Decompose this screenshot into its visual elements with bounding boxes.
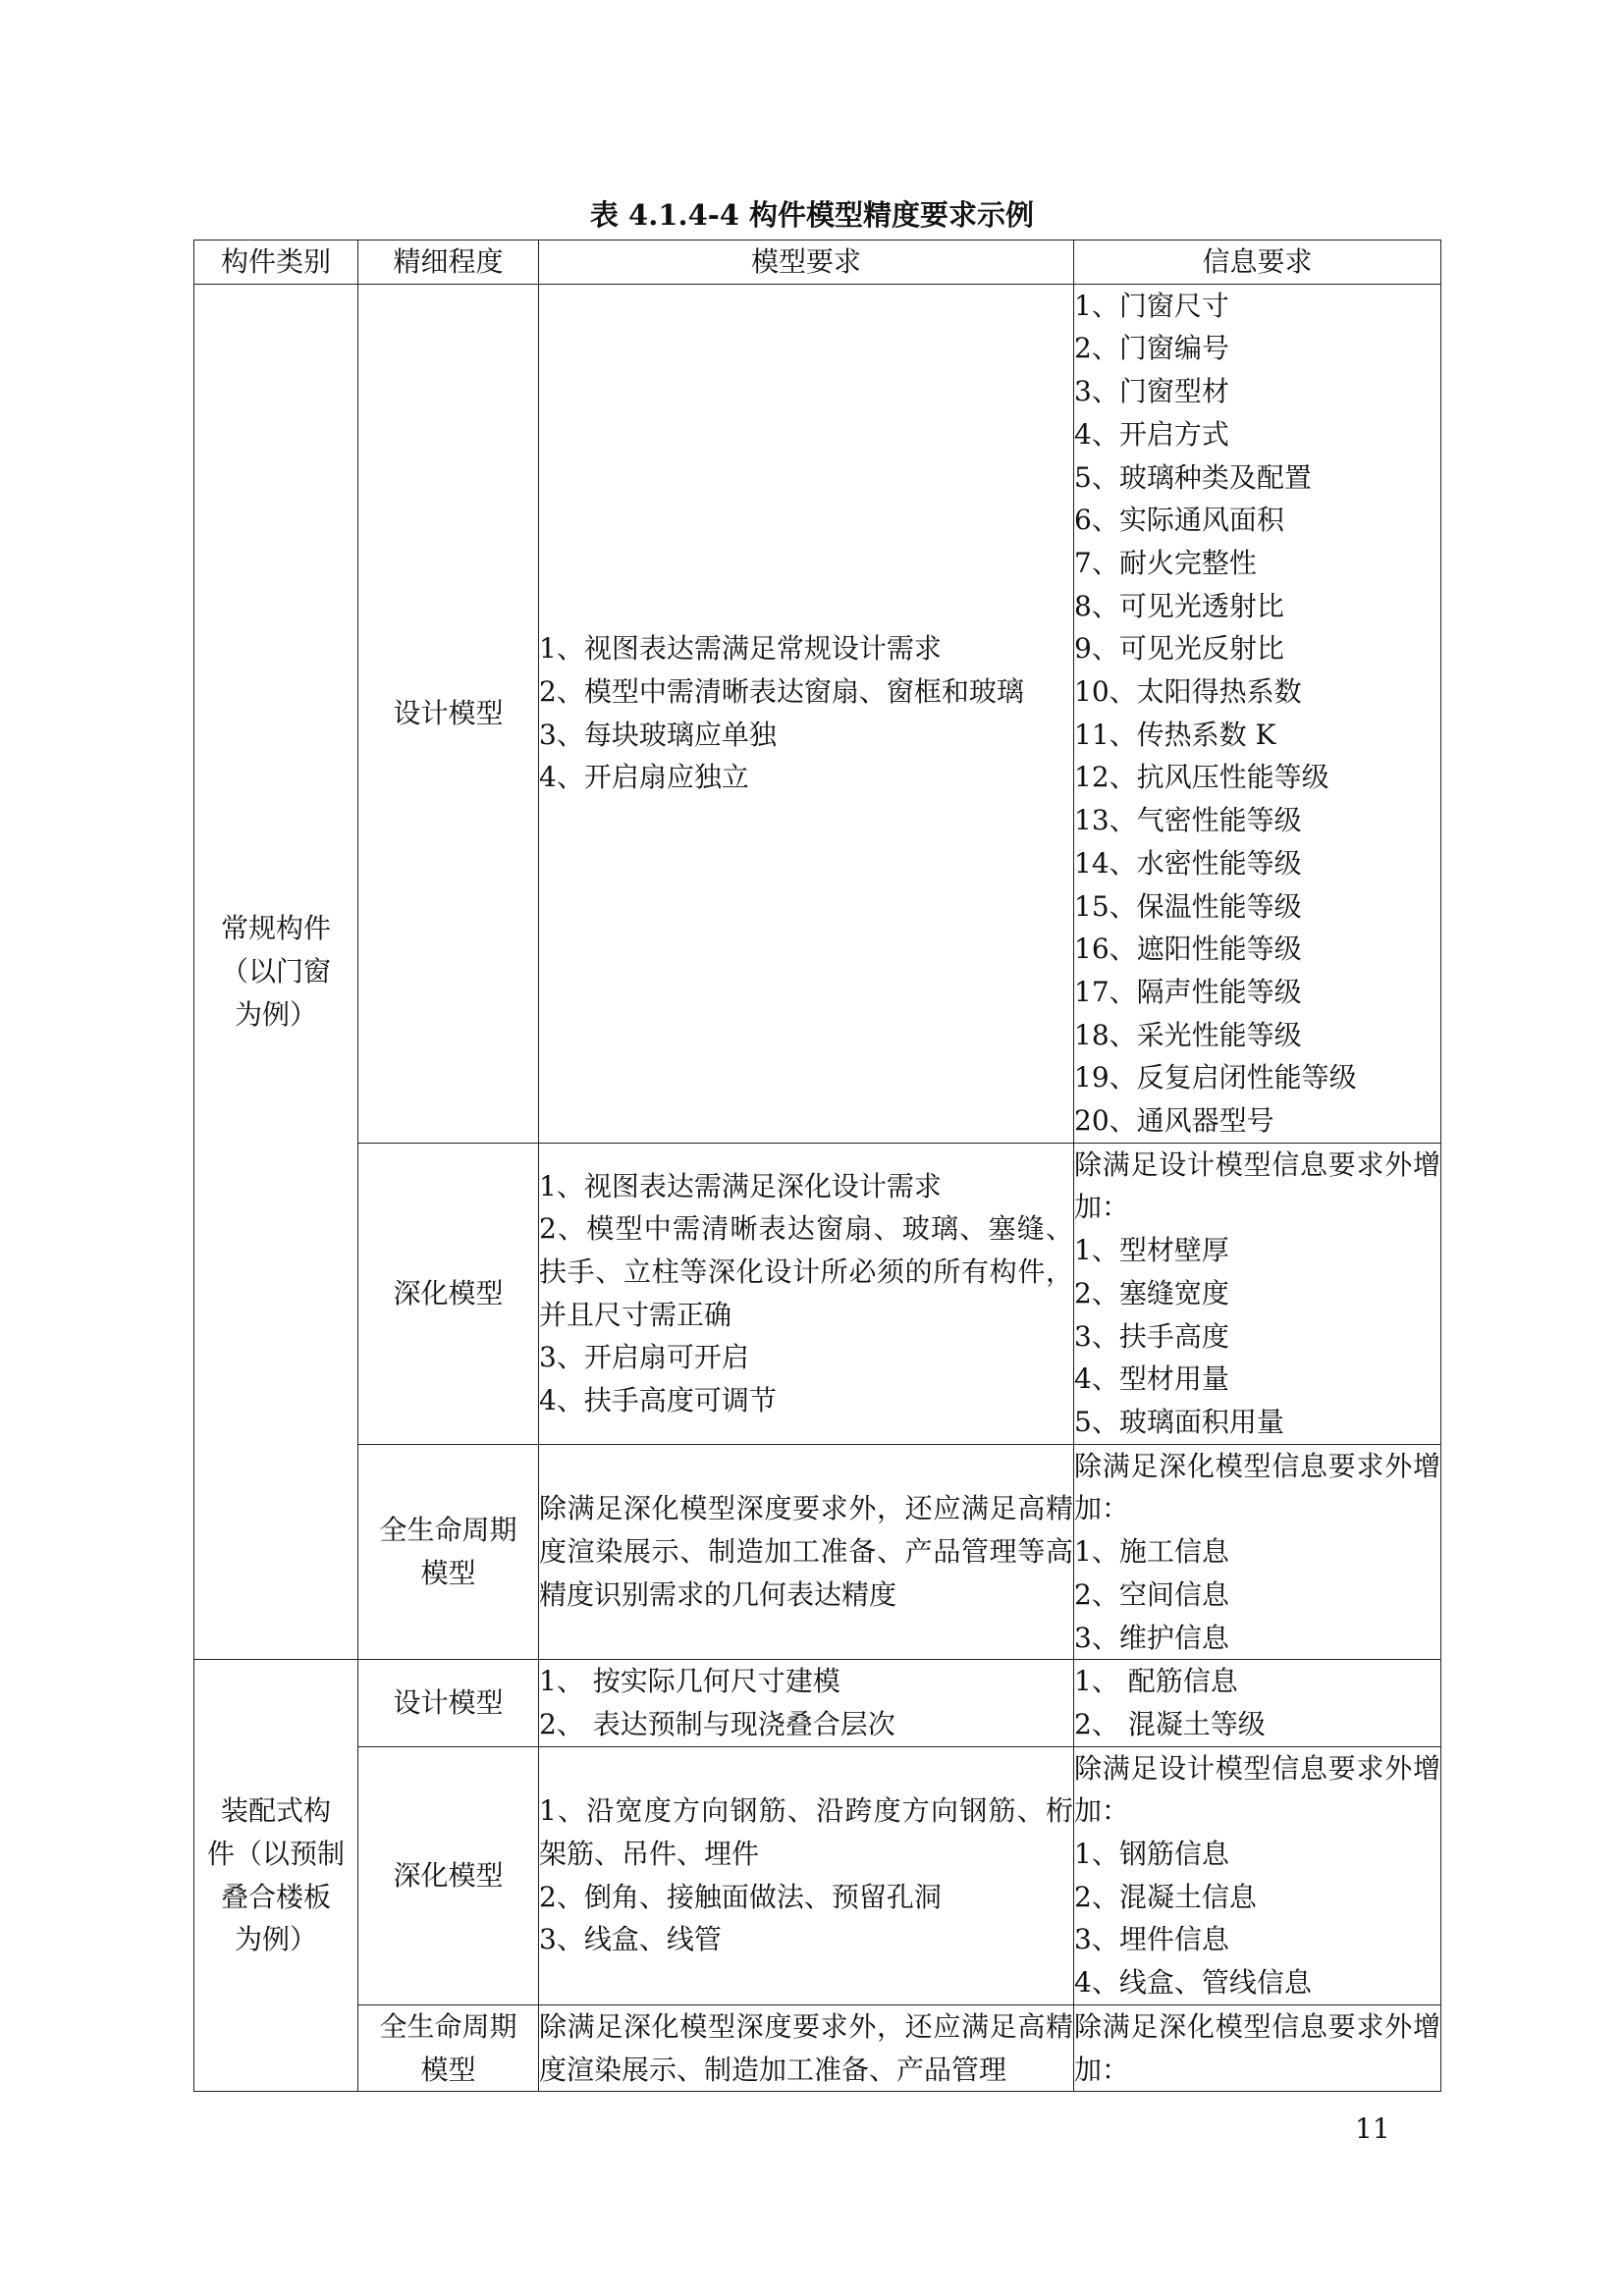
info-requirements-cell (1074, 2004, 1441, 2091)
table-row (194, 1143, 1441, 1444)
model-line: 1、视图表达需满足常规设计需求 (539, 632, 942, 666)
info-line: 4、型材用量 (1074, 1362, 1229, 1396)
info-line: 1、门窗尺寸 (1074, 289, 1229, 322)
model-line: 2、倒角、接触面做法、预留孔洞 (539, 1880, 942, 1913)
info-line: 17、隔声性能等级 (1074, 975, 1302, 1008)
info-line: 2、空间信息 (1074, 1577, 1229, 1611)
info-line: 5、玻璃种类及配置 (1074, 460, 1312, 494)
info-line: 16、遮阳性能等级 (1074, 933, 1302, 966)
level-text: 模型 (420, 1556, 476, 1589)
category-cell (194, 284, 358, 1660)
info-line: 7、耐火完整性 (1074, 546, 1257, 579)
model-line: 3、线盒、线管 (539, 1923, 722, 1956)
info-line: 10、太阳得热系数 (1074, 675, 1302, 709)
table-row (194, 1746, 1441, 2004)
info-line: 2、门窗编号 (1074, 332, 1229, 365)
level-cell (358, 1746, 539, 2004)
model-line: 3、每块玻璃应单独 (539, 718, 777, 751)
info-line: 20、通风器型号 (1074, 1104, 1274, 1138)
info-line: 18、采光性能等级 (1074, 1018, 1302, 1051)
model-line: 1、 按实际几何尺寸建模 (539, 1665, 840, 1698)
level-text: 深化模型 (393, 1276, 504, 1309)
info-requirements-cell (1074, 1444, 1441, 1660)
table-header-row (194, 240, 1441, 285)
model-line: 2、模型中需清晰表达窗扇、窗框和玻璃 (539, 675, 1024, 709)
model-line: 4、扶手高度可调节 (539, 1384, 777, 1417)
level-text: 模型 (420, 2053, 476, 2086)
model-line: 4、开启扇应独立 (539, 761, 749, 794)
category-text: 常规构件 (220, 912, 331, 945)
table-row (194, 1660, 1441, 1746)
info-requirements-cell (1074, 1143, 1441, 1444)
header-level: 精细程度 (358, 240, 539, 285)
model-line: 1、视图表达需满足深化设计需求 (539, 1169, 942, 1202)
info-line: 2、 混凝土等级 (1074, 1707, 1266, 1740)
info-line: 9、可见光反射比 (1074, 632, 1284, 666)
info-line: 除满足设计模型信息要求外增加： (1074, 1148, 1440, 1224)
model-requirements-cell (539, 1444, 1074, 1660)
info-line: 15、保温性能等级 (1074, 889, 1302, 923)
info-line: 1、型材壁厚 (1074, 1234, 1229, 1267)
info-line: 除满足深化模型信息要求外增加： (1074, 2009, 1440, 2086)
header-model-requirements: 模型要求 (539, 240, 1074, 285)
info-line: 2、塞缝宽度 (1074, 1276, 1229, 1309)
info-line: 4、开启方式 (1074, 417, 1229, 451)
category-text: 件（以预制 (206, 1838, 345, 1871)
info-line: 3、维护信息 (1074, 1621, 1229, 1654)
level-cell (358, 284, 539, 1143)
info-line: 除满足设计模型信息要求外增加： (1074, 1751, 1440, 1828)
info-requirements-cell (1074, 284, 1441, 1143)
level-text: 深化模型 (393, 1858, 504, 1892)
model-requirements-cell (539, 2004, 1074, 2091)
level-text: 全生命周期 (379, 1514, 517, 1547)
category-cell (194, 1660, 358, 2092)
category-text: 为例） (234, 1923, 317, 1956)
model-line: 3、开启扇可开启 (539, 1341, 749, 1374)
model-line: 1、沿宽度方向钢筋、沿跨度方向钢筋、桁架筋、吊件、埋件 (539, 1794, 1073, 1871)
info-requirements-cell (1074, 1746, 1441, 2004)
level-text: 设计模型 (393, 1686, 504, 1720)
info-line: 19、反复启闭性能等级 (1074, 1061, 1357, 1095)
info-line: 5、玻璃面积用量 (1074, 1405, 1284, 1438)
model-requirements-cell (539, 1660, 1074, 1746)
model-line: 2、 表达预制与现浇叠合层次 (539, 1707, 895, 1740)
level-cell (358, 2004, 539, 2091)
model-requirements-cell (539, 1143, 1074, 1444)
info-line: 6、实际通风面积 (1074, 504, 1284, 537)
model-requirements-cell (539, 284, 1074, 1143)
level-cell (358, 1660, 539, 1746)
info-line: 11、传热系数 K (1074, 718, 1276, 751)
level-cell (358, 1143, 539, 1444)
level-text: 全生命周期 (379, 2009, 517, 2043)
info-line: 1、施工信息 (1074, 1535, 1229, 1569)
info-line: 3、扶手高度 (1074, 1319, 1229, 1353)
level-text: 设计模型 (393, 696, 504, 729)
header-info-requirements: 信息要求 (1074, 240, 1441, 285)
info-line: 4、线盒、管线信息 (1074, 1966, 1312, 2000)
page-number: 11 (1355, 2112, 1390, 2145)
model-requirements-cell (539, 1746, 1074, 2004)
table-row (194, 2004, 1441, 2091)
category-text: 装配式构 (220, 1794, 331, 1828)
category-text: （以门窗 (220, 955, 331, 988)
info-line: 1、 配筋信息 (1074, 1665, 1238, 1698)
info-line: 3、埋件信息 (1074, 1923, 1229, 1956)
info-line: 12、抗风压性能等级 (1074, 761, 1329, 794)
precision-requirements-table (193, 240, 1441, 2092)
model-line: 2、模型中需清晰表达窗扇、玻璃、塞缝、扶手、立柱等深化设计所必须的所有构件，并且尺寸需正确 (539, 1212, 1073, 1331)
model-line: 除满足深化模型深度要求外，还应满足高精度渲染展示、制造加工准备、产品管理 (539, 2009, 1073, 2086)
table-caption: 表 4.1.4-4 构件模型精度要求示例 (589, 198, 1035, 232)
category-text: 叠合楼板 (220, 1880, 331, 1913)
table-row (194, 1444, 1441, 1660)
info-line: 除满足深化模型信息要求外增加： (1074, 1449, 1440, 1525)
info-line: 8、可见光透射比 (1074, 589, 1284, 622)
info-line: 14、水密性能等级 (1074, 846, 1302, 880)
header-category: 构件类别 (194, 240, 358, 285)
level-cell (358, 1444, 539, 1660)
category-text: 为例） (234, 997, 317, 1031)
info-line: 1、钢筋信息 (1074, 1838, 1229, 1871)
info-line: 2、混凝土信息 (1074, 1880, 1257, 1913)
table-row (194, 284, 1441, 1143)
info-line: 3、门窗型材 (1074, 375, 1229, 408)
info-requirements-cell (1074, 1660, 1441, 1746)
model-line: 除满足深化模型深度要求外，还应满足高精度渲染展示、制造加工准备、产品管理等高精度识别需求的几何表达精度 (539, 1492, 1073, 1611)
info-line: 13、气密性能等级 (1074, 804, 1302, 837)
